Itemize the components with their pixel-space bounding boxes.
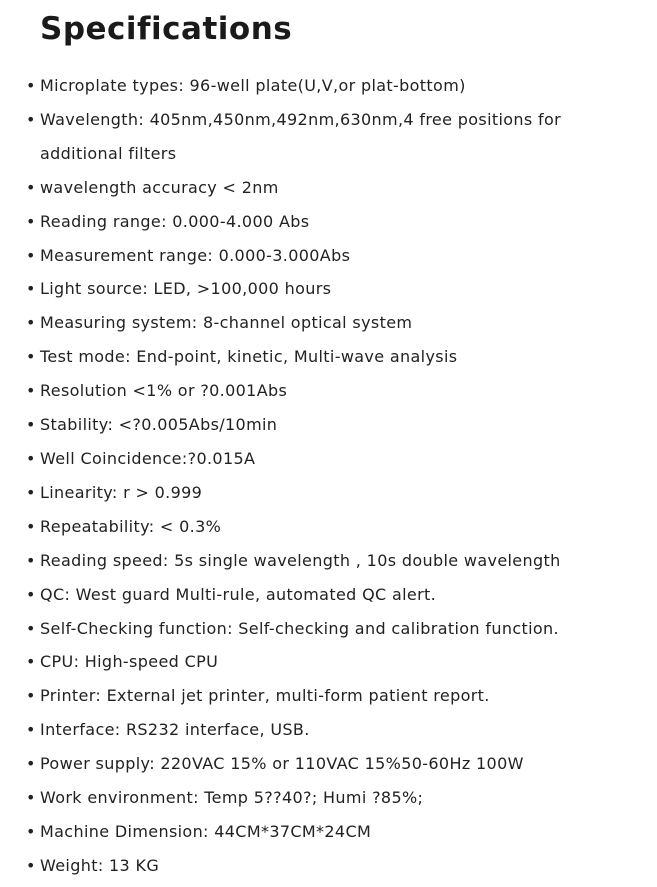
spec-text: Repeatability: < 0.3% bbox=[40, 516, 222, 536]
spec-list bbox=[26, 69, 626, 883]
spec-text: Microplate types: 96-well plate(U,V,or plat-bottom) bbox=[40, 76, 466, 95]
spec-item bbox=[26, 239, 626, 273]
spec-item bbox=[26, 781, 626, 815]
bullet-icon: • bbox=[26, 482, 36, 502]
spec-text: Printer: External jet printer, multi-form patient report. bbox=[40, 686, 490, 706]
spec-item bbox=[26, 205, 626, 239]
bullet-icon: • bbox=[26, 211, 36, 231]
spec-text: Self-Checking function: Self-checking and calibration function. bbox=[40, 618, 559, 638]
bullet-icon: • bbox=[26, 754, 36, 774]
spec-item bbox=[26, 340, 626, 374]
spec-item bbox=[26, 645, 626, 679]
spec-text: Resolution <1% or ?0.001Abs bbox=[40, 381, 288, 401]
bullet-icon: • bbox=[26, 245, 36, 265]
spec-item bbox=[26, 713, 626, 747]
spec-item bbox=[26, 171, 626, 205]
bullet-icon: • bbox=[26, 618, 36, 638]
bullet-icon: • bbox=[26, 584, 36, 604]
spec-text: Well Coincidence:?0.015A bbox=[40, 448, 256, 468]
bullet-icon: • bbox=[26, 788, 36, 808]
bullet-icon: • bbox=[26, 448, 36, 468]
spec-text: Power supply: 220VAC 15% or 110VAC 15%50-60Hz 100W bbox=[40, 754, 524, 774]
spec-item bbox=[26, 578, 626, 612]
spec-text: CPU: High-speed CPU bbox=[40, 652, 219, 672]
bullet-icon: • bbox=[26, 516, 36, 536]
bullet-icon: • bbox=[26, 855, 36, 875]
bullet-icon: • bbox=[26, 652, 36, 672]
bullet-icon: • bbox=[26, 279, 36, 299]
spec-item bbox=[26, 849, 626, 883]
spec-text: Light source: LED, >100,000 hours bbox=[40, 279, 332, 299]
spec-text: Weight: 13 KG bbox=[40, 855, 160, 875]
bullet-icon: • bbox=[26, 76, 36, 95]
spec-text: Machine Dimension: 44CM*37CM*24CM bbox=[40, 821, 372, 841]
bullet-icon: • bbox=[26, 720, 36, 740]
spec-text: Stability: <?0.005Abs/10min bbox=[40, 415, 278, 435]
spec-text: Wavelength: 405nm,450nm,492nm,630nm,4 free positions for additional filters bbox=[40, 109, 562, 163]
spec-text: Work environment: Temp 5??40?; Humi ?85%; bbox=[40, 788, 424, 808]
spec-text: Reading range: 0.000-4.000 Abs bbox=[40, 211, 310, 231]
spec-item bbox=[26, 544, 626, 578]
spec-item bbox=[26, 306, 626, 340]
bullet-icon: • bbox=[26, 347, 36, 367]
spec-item bbox=[26, 374, 626, 408]
bullet-icon: • bbox=[26, 177, 36, 197]
spec-text: Measuring system: 8-channel optical system bbox=[40, 313, 413, 333]
page-title: Specifications bbox=[40, 11, 293, 47]
spec-text: QC: West guard Multi-rule, automated QC alert. bbox=[40, 584, 437, 604]
bullet-icon: • bbox=[26, 109, 36, 129]
bullet-icon: • bbox=[26, 686, 36, 706]
spec-item bbox=[26, 679, 626, 713]
spec-text: Interface: RS232 interface, USB. bbox=[40, 720, 310, 740]
spec-item bbox=[26, 815, 626, 849]
bullet-icon: • bbox=[26, 821, 36, 841]
spec-text: Linearity: r > 0.999 bbox=[40, 482, 203, 502]
spec-item bbox=[26, 442, 626, 476]
bullet-icon: • bbox=[26, 313, 36, 333]
bullet-icon: • bbox=[26, 381, 36, 401]
spec-item bbox=[26, 69, 626, 103]
spec-item bbox=[26, 612, 626, 646]
spec-item bbox=[26, 510, 626, 544]
spec-text: Reading speed: 5s single wavelength , 10s double wavelength bbox=[40, 550, 561, 570]
spec-item bbox=[26, 272, 626, 306]
spec-item bbox=[26, 408, 626, 442]
bullet-icon: • bbox=[26, 415, 36, 435]
spec-text: Measurement range: 0.000-3.000Abs bbox=[40, 245, 351, 265]
spec-text: Test mode: End-point, kinetic, Multi-wave analysis bbox=[40, 347, 458, 367]
spec-item bbox=[26, 103, 600, 171]
spec-item bbox=[26, 747, 626, 781]
spec-text: wavelength accuracy < 2nm bbox=[40, 177, 279, 197]
bullet-icon: • bbox=[26, 550, 36, 570]
spec-item bbox=[26, 476, 626, 510]
